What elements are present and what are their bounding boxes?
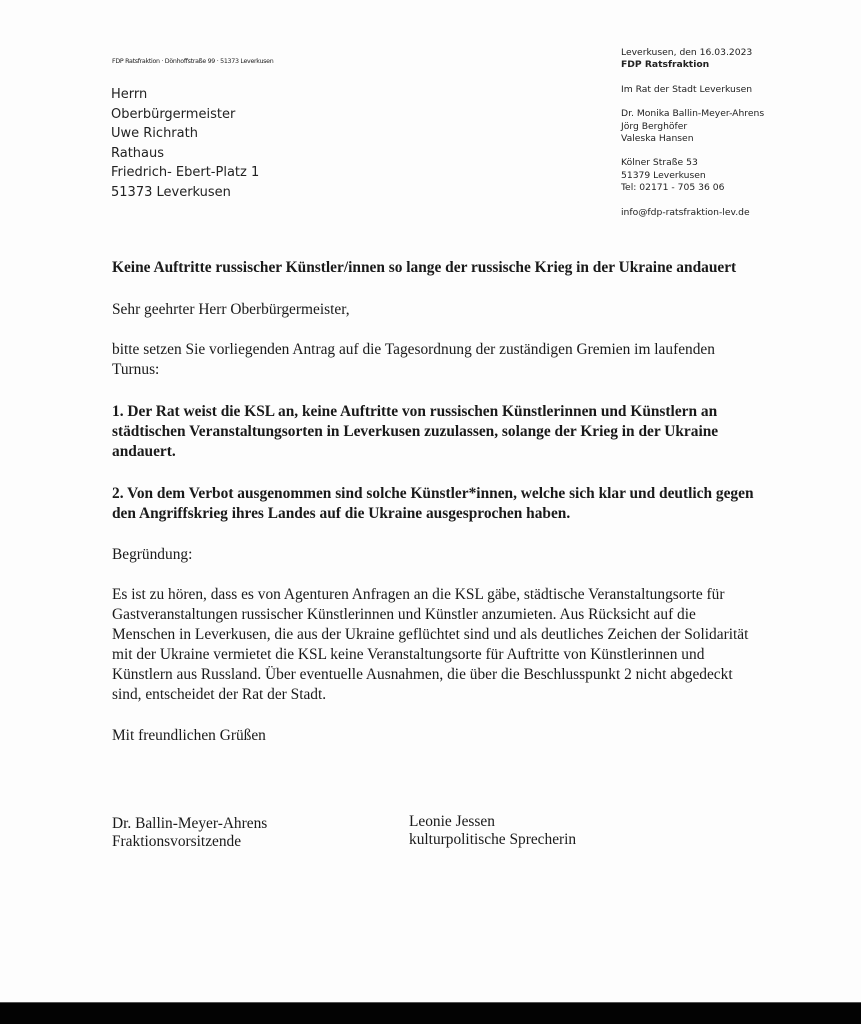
letter-date: Leverkusen, den 16.03.2023: [621, 47, 753, 58]
signature-right: [409, 813, 576, 849]
address-line: Kölner Straße 53: [621, 157, 698, 169]
recipient-line: Herrn: [111, 87, 148, 102]
phone-number: Tel: 02171 - 705 36 06: [621, 182, 725, 194]
letter-subject: Keine Auftritte russischer Künstler/innen so lange der russische Krieg in der Ukraine andauert: [112, 259, 737, 276]
letter-body: [112, 258, 762, 746]
organization-name: FDP Ratsfraktion: [621, 59, 710, 71]
letterhead: [621, 47, 764, 219]
reason-heading: Begründung:: [112, 546, 193, 563]
recipient-line: Uwe Richrath: [111, 126, 198, 142]
recipient-line: Rathaus: [111, 145, 165, 161]
member-name: Dr. Monika Ballin-Meyer-Ahrens: [621, 108, 765, 120]
reason-paragraph: Es ist zu hören, dass es von Agenturen Anfragen an die KSL gäbe, städtische Veranstaltungsorte für Gastveranstaltungen russischer Künstlerinnen und Künstler anzumieten. Aus Rücksicht auf die Menschen in Leverkusen, die aus der Ukraine geflüchtet sind und als deutliches Zeichen der Solidarität mit der Ukraine vermietet die KSL keine Veranstaltungsorte für Auftritte von Künstlerinnen und Künstlern aus Russland. Über eventuelle Ausnahmen, die über die Beschlusspunkt 2 nicht abgedeckt sind, entscheidet der Rat der Stadt.: [112, 586, 749, 703]
council-name: Im Rat der Stadt Leverkusen: [621, 83, 753, 95]
sender-return-address: FDP Ratsfraktion · Dönhoffstraße 99 · 51373 Leverkusen: [112, 58, 274, 65]
member-name: Valeska Hansen: [621, 133, 694, 145]
salutation: Sehr geehrter Herr Oberbürgermeister,: [112, 301, 350, 318]
email-address: info@fdp-ratsfraktion-lev.de: [621, 206, 750, 218]
recipient-line: 51373 Leverkusen: [111, 184, 231, 200]
motion-point-2: 2. Von dem Verbot ausgenommen sind solche Künstler*innen, welche sich klar und deutlich gegen den Angriffskrieg ihres Landes auf die Ukraine ausgesprochen haben.: [112, 485, 754, 522]
signer-name: Dr. Ballin-Meyer-Ahrens: [112, 815, 268, 832]
recipient-address: [111, 85, 259, 203]
recipient-line: Friedrich- Ebert-Platz 1: [111, 165, 260, 181]
signer-role: Fraktionsvorsitzende: [112, 833, 242, 850]
closing-phrase: Mit freundlichen Grüßen: [112, 727, 266, 744]
signer-name: Leonie Jessen: [409, 813, 495, 830]
intro-paragraph: bitte setzen Sie vorliegenden Antrag auf die Tagesordnung der zuständigen Gremien im laufenden Turnus:: [112, 341, 715, 378]
bottom-black-bar: [0, 1002, 861, 1024]
recipient-line: Oberbürgermeister: [111, 106, 236, 122]
address-line: 51379 Leverkusen: [621, 169, 706, 181]
member-name: Jörg Berghöfer: [621, 120, 688, 132]
motion-point-1: 1. Der Rat weist die KSL an, keine Auftritte von russischen Künstlerinnen und Künstlern an städtischen Veranstaltungsorten in Leverkusen zuzulassen, solange der Krieg in der Ukraine andauert.: [112, 403, 719, 460]
signature-left: [112, 815, 267, 851]
signer-role: kulturpolitische Sprecherin: [409, 831, 577, 848]
